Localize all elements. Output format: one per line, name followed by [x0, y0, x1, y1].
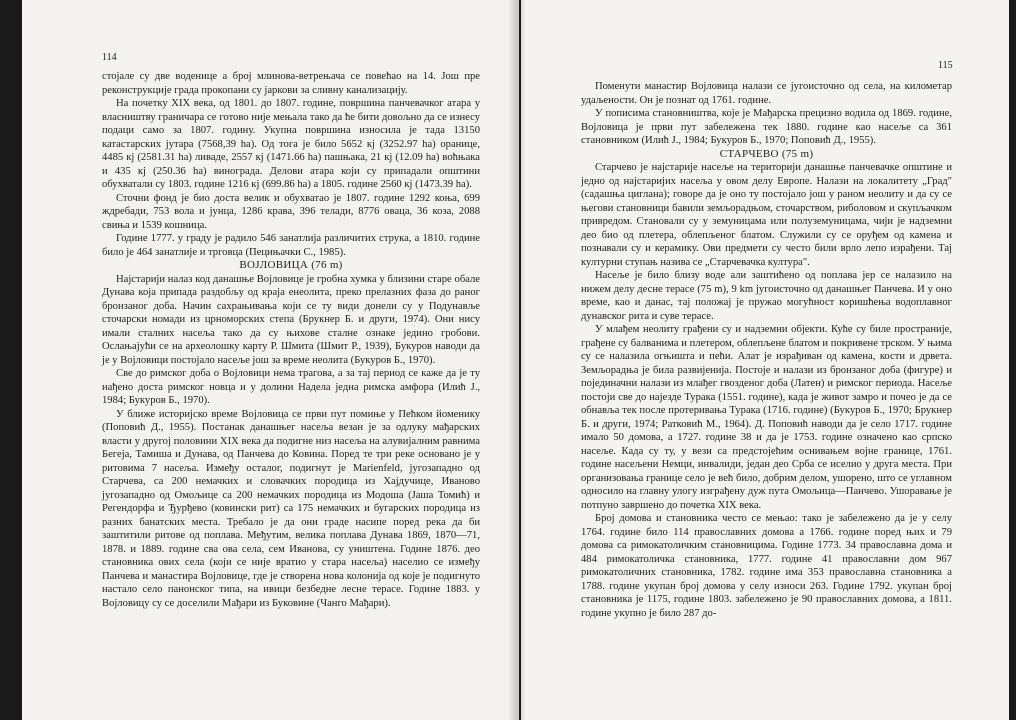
right-page-text: [581, 80, 952, 620]
left-page-text: [102, 70, 480, 610]
paragraph: У ближе историјско време Војловица се први пут помиње у Пећком йоменику (Поповић Д., 1955). Постанак данашњег насеља везан је за одлуку мађарских власти у другој половини XIX века да подигне низ насеља на алувијалним равнима Бегеја, Тамиша и Дунава, од Панчева до Ковина. Поред те три реке основано је у ритовима 7 насеља. Између осталог, подигнут је Marienfeld, југозападно од Старчева, са 200 немачких и словачких породица из Хајдучице, Иваново југозападно од Омољице са 200 немачких породица из Модоша (Јаша Томић) и Регендорфа и Ђурђево (ковински рит) са 175 немачких и бугарских породица из разних банатских места. Требало је да они граде насипе поред река да би заштитили ритове од поплава. Међутим, велика поплава Дунава 1869, 1870—71, 1878. и 1889. године сва ова села, сем Иванова, су уништена. Године 1876. део становника ових села (који се није вратио у стара насеља) населио се између Панчева и манастира Војловице, где је створена нова колонија од које је подигнуто настало село панонског типа, на ивици безбедне лесне терасе. Године 1883. у Војловицу су се доселили Мађари из Буковине (Чанго Мађари).: [102, 408, 480, 609]
paragraph: Сточни фонд је био доста велик и обухватао је 1807. године 1292 коња, 699 ждребади, 753 вола и јунца, 1286 крава, 396 телади, 8776 оваца, 36 коза, 2088 свиња и 1539 кошница.: [102, 192, 480, 231]
right-page: [521, 0, 1009, 720]
page-number: 114: [102, 52, 117, 63]
paragraph: Поменути манастир Војловица налази се југоисточно од села, на километар удаљености. Он је познат од 1761. године.: [581, 81, 952, 106]
page-number: 115: [938, 60, 953, 71]
paragraph: Све до римског доба о Војловици нема трагова, а за тај период се каже да је ту нађено доста римског новца и у долини Надела једна римска амфора (Илић Ј., 1984; Букуров Б., 1970).: [102, 368, 480, 406]
paragraph: стојале су две воденице а број млинова-ветрењача се повећао на 14. Још пре реконструкције града прокопани су јаркови за сливну канализацију.: [102, 71, 480, 96]
section-heading: ВОЈЛОВИЦА (76 m): [239, 259, 343, 271]
paragraph: Број домова и становника често се мењао: тако је забележено да је у селу 1764. године било 114 православних домова а 1766. године поред њих и 79 домова са римокатоличким становницима. Године 1773. 34 православна дома и 484 римокатоличка становника, 1777. године 41 православни дом 967 римокатоличних становника, 1782. године има 353 православна становника а 1788. године укупан број домова у селу износи 263. Године 1792. укупан број становника је 1175, године 1803. забележено је 90 православних домова, а 1811. године укупно је било 287 до-: [581, 513, 952, 619]
paragraph: У млађем неолиту грађени су и надземни објекти. Куће су биле пространије, грађене су балванима и плетером, облепљене блатом и покривене трском. У њима су се налазила огњишта и пећи. Алат је израђиван од камена, кости и дрвета. Земљорадња је била развијенија. Постоје и налази из бронзаног доба (фигуре) и појединачни налази из млађег гвозденог доба (Латен) и римског периода. Насеље постоји све до најезде Турака (1551. године), када је живот замро и почео је да се обнавља тек после протеривања Турака (1716. године) (Букуров Б., 1970; Брукнер Б. и други, 1974; Ратковић М., 1964). Д. Поповић наводи да је село 1717. године имало 50 домова, а 1727. године 38 и да је 1753. године означено као српско насеље. Када су ту, у вези са предстојећим оснивањем војне границе, 1761. године насељени Немци, инвалиди, један део Срба се иселио у друга места. При организовања границе село је већ било, добрим делом, ушорено, што се углавном односило на главну улогу изграђену дуж пута Омољица—Панчево. Ушоравање је потпуно завршено до почетка XIX века.: [581, 324, 952, 511]
section-heading: СТАРЧЕВО (75 m): [719, 147, 814, 160]
paragraph: Најстарији налаз код данашње Војловице је гробна хумка у близини старе обале Дунава која припада раздобљу од краја енеолита, преко прелазних фаза до раног бронзаног доба. Начин сахрањивања који се ту види донели су у Подунавље сточарски номади из црноморских степа (Брукнер Б. и други, 1974). Они нису имали сталних насеља тако да су њихове сталне ознаке једино гробови. Ослањајући се на археолошку карту Р. Шмита (Шмит Р., 1939), Букуров наводи да је у Војловици постојало насеље још за време неолита (Букуров Б., 1970).: [102, 273, 480, 366]
left-page: [22, 0, 519, 720]
paragraph: У пописима становништва, које је Мађарска прецизно водила од 1869. године, Војловица је први пут забележена тек 1880. године као насеље са 361 становником (Илић Ј., 1984; Букуров Б., 1970; Поповић Д., 1955).: [581, 108, 952, 146]
paragraph: На почетку XIX века, од 1801. до 1807. године, површина панчевачког атара у власништву граничара се готово није мењала тако да ће бити довољно да се изнесу подаци само за 1807. годину. Укупна површина износила је тада 13150 катастарских јутара (7568,39 ha). Од тога је било 5652 кј (3252.97 ha) оранице, 4485 кј (2581.31 ha) ливаде, 2557 кј (1471.66 ha) пашњака, 21 кј (12.09 ha) воћњака и 435 кј (250.36 ha) винограда. Делови атара који су припадали општини обухватали су 1803. године 1216 кј (699.86 ha) а 1805. године 2560 кј (1473.39 ha).: [102, 98, 480, 190]
paragraph: Године 1777. у граду је радило 546 занатлија различитих струка, а 1810. године било је 464 занатлије и трговца (Пецињачки С., 1985).: [102, 233, 480, 258]
paragraph: Насеље је било близу воде али заштићено од поплава јер се налазило на нижем делу десне терасе (75 m), 9 km југоисточно од данашњег Панчева. И у оно време, као и данас, тај положај је пружао могућност коришћења водоплавног дунавског рита и суве терасе.: [581, 270, 952, 322]
book-gutter: [508, 0, 526, 720]
paragraph: Старчево је најстарије насеље на територији данашње панчевачке општине и једно од најстаријих насеља у овом делу Европе. Налази на локалитету „Град" (садашња циглана); говоре да је оно ту постојало још у раном неолиту и да су се његови становници бавили земљорадњом, сточарством, риболовом и скупљачком привредом. Становали су у земуницама или полуземуницама, чији је надземни део био од плетера, облепљеног блатом. Служили су се оруђем од камена и познавали су и керамику. Ови предмети су често били врло лепо израђени. Тај културни ступањ назива се „Старчевачка култура".: [581, 162, 952, 268]
